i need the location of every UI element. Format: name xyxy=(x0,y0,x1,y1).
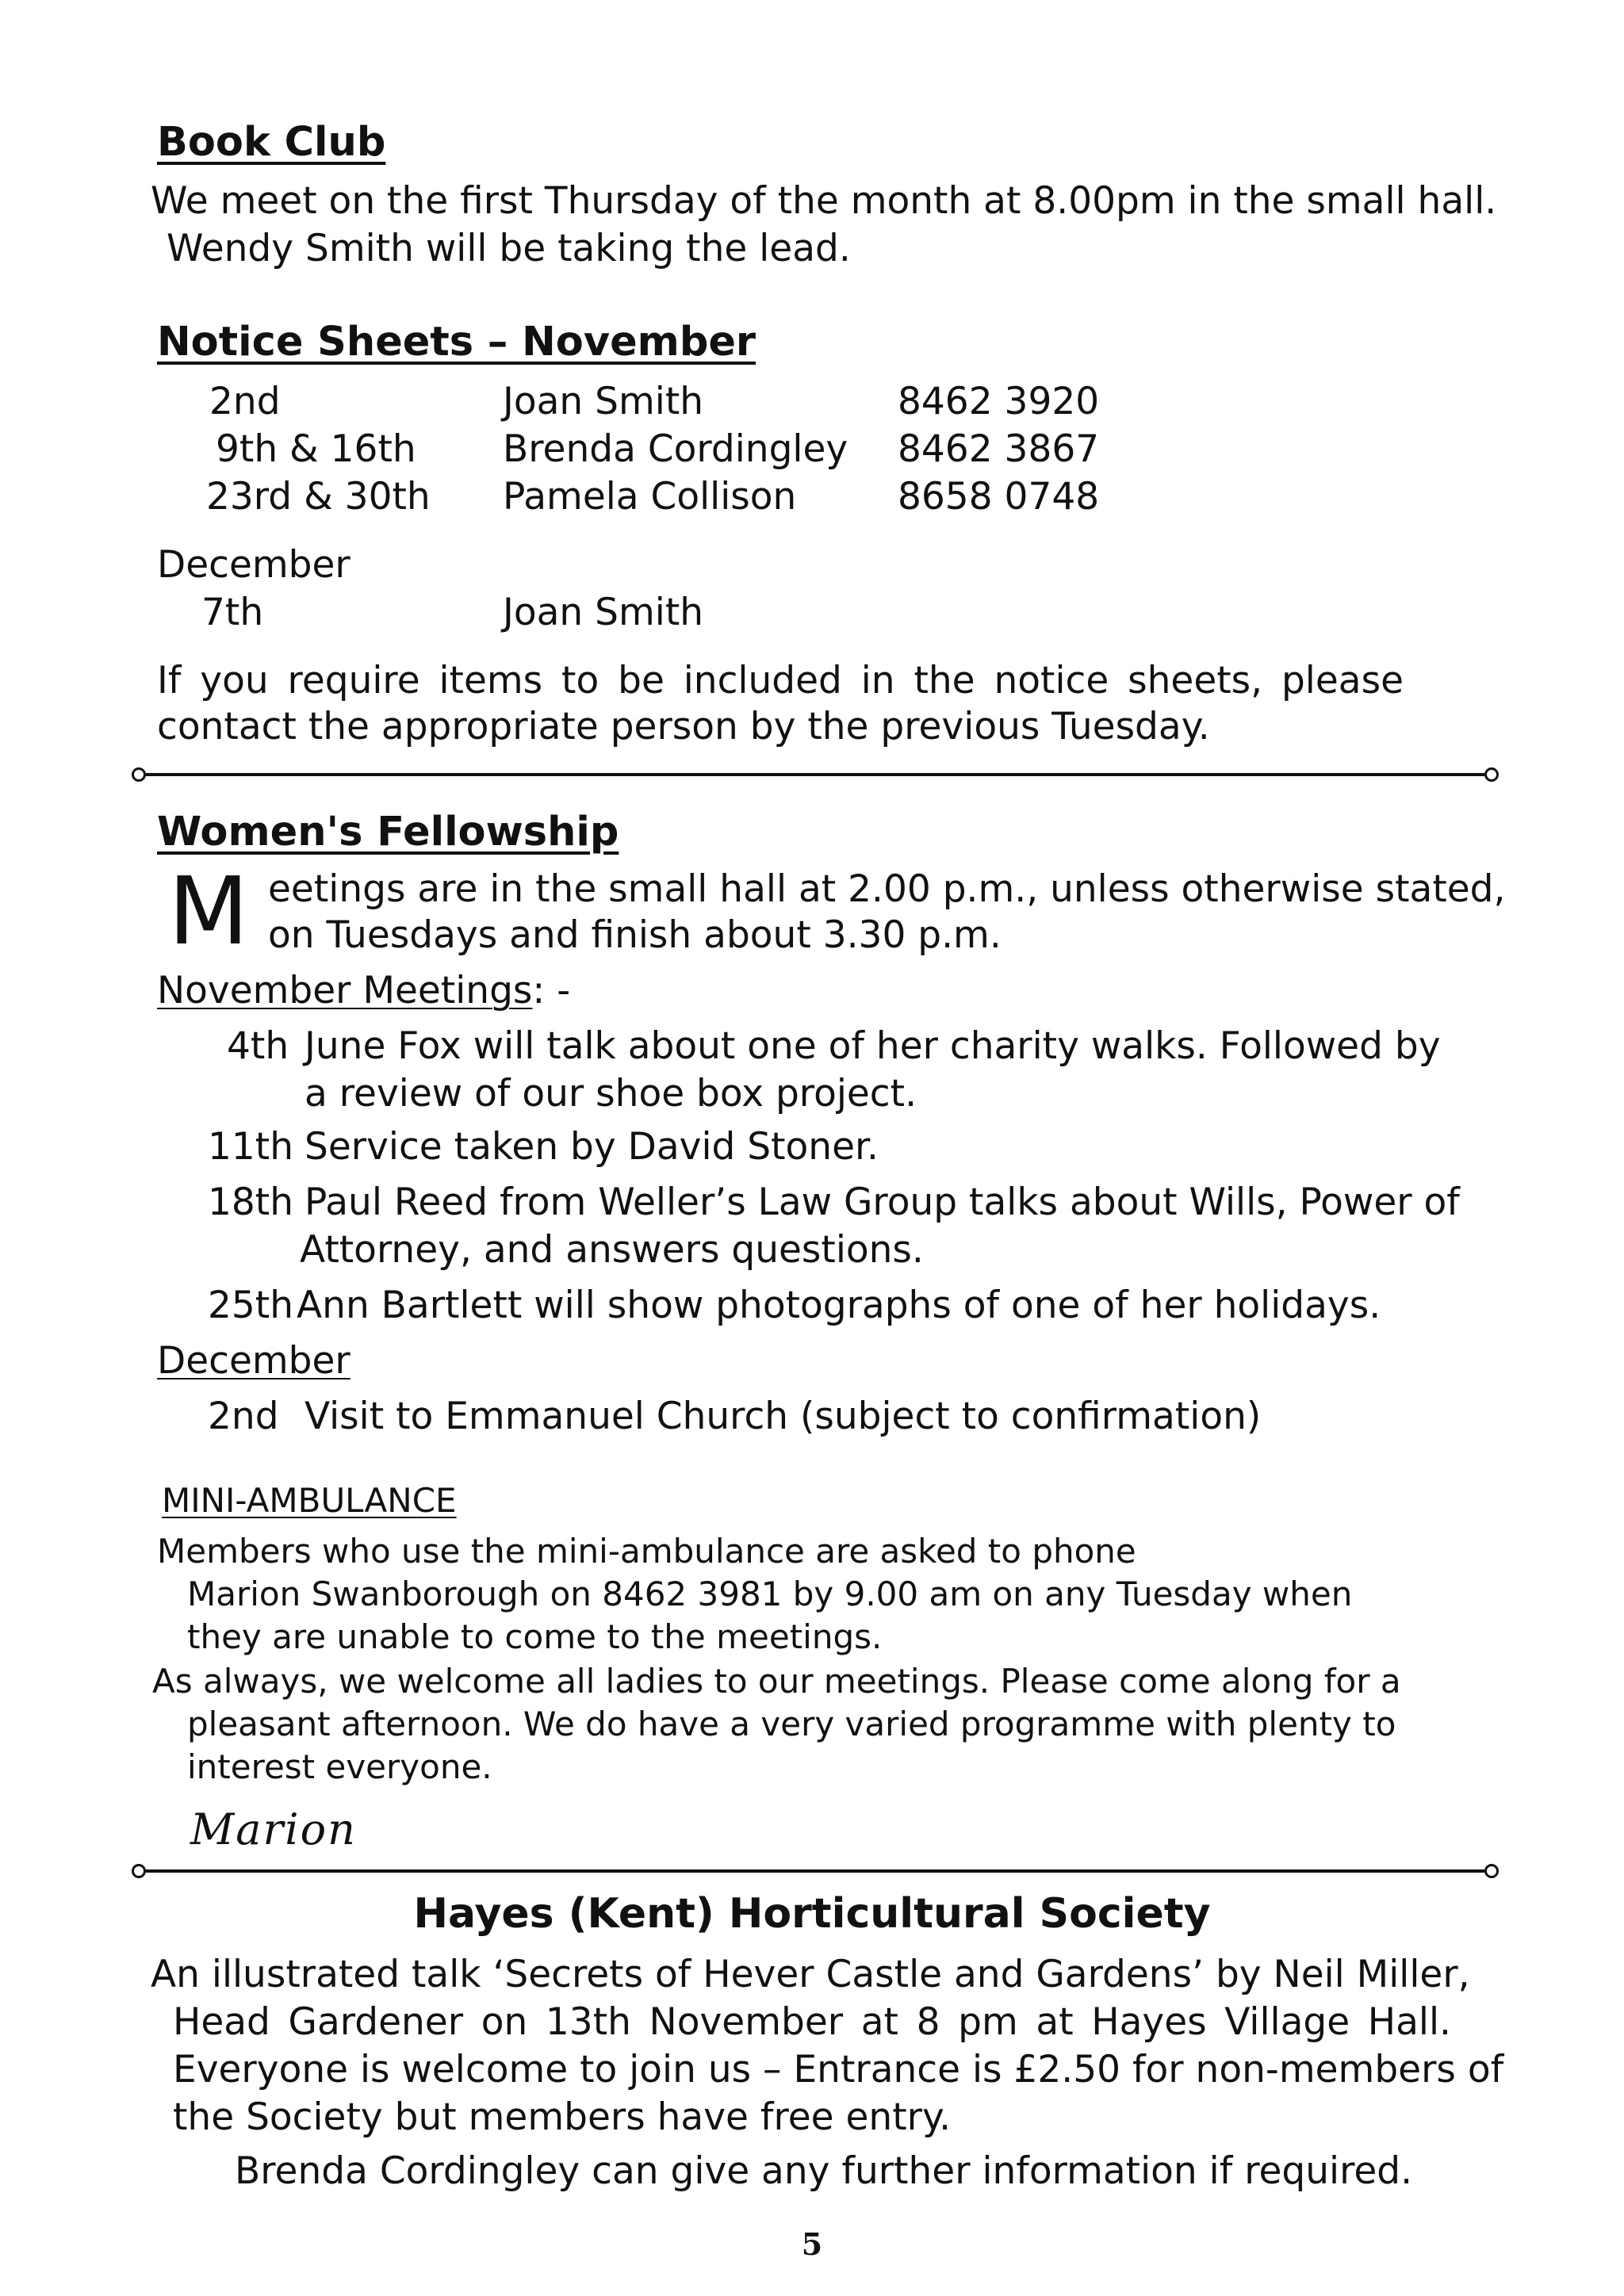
notice-date: 23rd & 30th xyxy=(206,475,431,519)
meeting-description: Service taken by David Stoner. xyxy=(304,1125,879,1169)
horticultural-title: Hayes (Kent) Horticultural Society xyxy=(413,1890,1211,1938)
horticultural-line-4: the Society but members have free entry. xyxy=(173,2095,952,2139)
notice-name: Pamela Collison xyxy=(503,475,797,519)
meeting-date: 11th xyxy=(208,1125,294,1169)
meeting-date: 2nd xyxy=(208,1395,279,1438)
horticultural-line-3: Everyone is welcome to join us – Entrance is £2.50 for non-members of xyxy=(173,2048,1504,2091)
meeting-description: a review of our shoe box project. xyxy=(304,1072,917,1115)
section-divider xyxy=(146,1869,1484,1873)
meeting-description: Ann Bartlett will show photographs of one of her holidays. xyxy=(297,1284,1381,1327)
horticultural-line-1: An illustrated talk ‘Secrets of Hever Castle and Gardens’ by Neil Miller, xyxy=(151,1953,1470,1996)
notice-name: Joan Smith xyxy=(503,591,704,634)
fellowship-intro-line-2: on Tuesdays and finish about 3.30 p.m. xyxy=(268,913,1002,957)
meeting-description: Paul Reed from Weller’s Law Group talks about Wills, Power of xyxy=(304,1181,1460,1224)
book-club-line-2: Wendy Smith will be taking the lead. xyxy=(167,227,851,270)
horticultural-line-2: Head Gardener on 13th November at 8 pm at Hayes Village Hall. xyxy=(173,2000,1451,2044)
book-club-heading: Book Club xyxy=(157,119,386,166)
welcome-line-1: As always, we welcome all ladies to our meetings. Please come along for a xyxy=(152,1662,1401,1701)
meeting-description: June Fox will talk about one of her charity walks. Followed by xyxy=(304,1024,1441,1068)
notice-date: 2nd xyxy=(209,380,281,423)
mini-ambulance-heading: MINI-AMBULANCE xyxy=(162,1481,457,1520)
meeting-description: Attorney, and answers questions. xyxy=(300,1228,924,1272)
notice-phone: 8462 3867 xyxy=(898,427,1100,471)
fellowship-december-label: December xyxy=(157,1339,350,1383)
book-club-line-1: We meet on the first Thursday of the month at 8.00pm in the small hall. xyxy=(151,179,1497,223)
welcome-line-2: pleasant afternoon. We do have a very varied programme with plenty to xyxy=(187,1705,1396,1743)
fellowship-intro-line-1: eetings are in the small hall at 2.00 p.m., unless otherwise stated, xyxy=(268,867,1506,911)
meeting-date: 4th xyxy=(227,1024,289,1068)
meeting-date: 18th xyxy=(208,1181,294,1224)
meeting-date: 25th xyxy=(208,1284,294,1327)
section-divider xyxy=(146,773,1484,776)
notice-name: Joan Smith xyxy=(503,380,704,423)
notice-sheets-heading: Notice Sheets – November xyxy=(157,319,756,365)
notice-date: 7th xyxy=(201,591,264,634)
ambulance-line-2: Marion Swanborough on 8462 3981 by 9.00 am on any Tuesday when xyxy=(187,1575,1353,1613)
notice-december-label: December xyxy=(157,543,350,587)
drop-cap: M xyxy=(168,856,249,966)
divider-end-dot xyxy=(1484,767,1499,782)
signature: Marion xyxy=(190,1804,357,1854)
november-meetings-label xyxy=(157,968,570,1014)
november-meetings-label-text: November Meetings xyxy=(157,969,533,1012)
page-number: 5 xyxy=(801,2226,823,2262)
horticultural-line-5: Brenda Cordingley can give any further information if required. xyxy=(235,2149,1413,2193)
ambulance-line-3: they are unable to come to the meetings. xyxy=(187,1617,883,1656)
november-meetings-suffix: : - xyxy=(532,969,571,1012)
notice-name: Brenda Cordingley xyxy=(503,427,848,471)
divider-end-dot xyxy=(132,1864,146,1878)
notice-note-line-1: If you require items to be included in the notice sheets, please xyxy=(157,659,1404,702)
divider-end-dot xyxy=(132,767,146,782)
womens-fellowship-heading: Women's Fellowship xyxy=(157,809,619,855)
ambulance-line-1: Members who use the mini-ambulance are asked to phone xyxy=(157,1532,1136,1571)
divider-end-dot xyxy=(1484,1864,1499,1878)
notice-date: 9th & 16th xyxy=(216,427,416,471)
notice-phone: 8658 0748 xyxy=(898,475,1100,519)
meeting-description: Visit to Emmanuel Church (subject to confirmation) xyxy=(304,1395,1262,1438)
welcome-line-3: interest everyone. xyxy=(187,1747,492,1786)
notice-phone: 8462 3920 xyxy=(898,380,1100,423)
notice-note-line-2: contact the appropriate person by the previous Tuesday. xyxy=(157,705,1210,748)
